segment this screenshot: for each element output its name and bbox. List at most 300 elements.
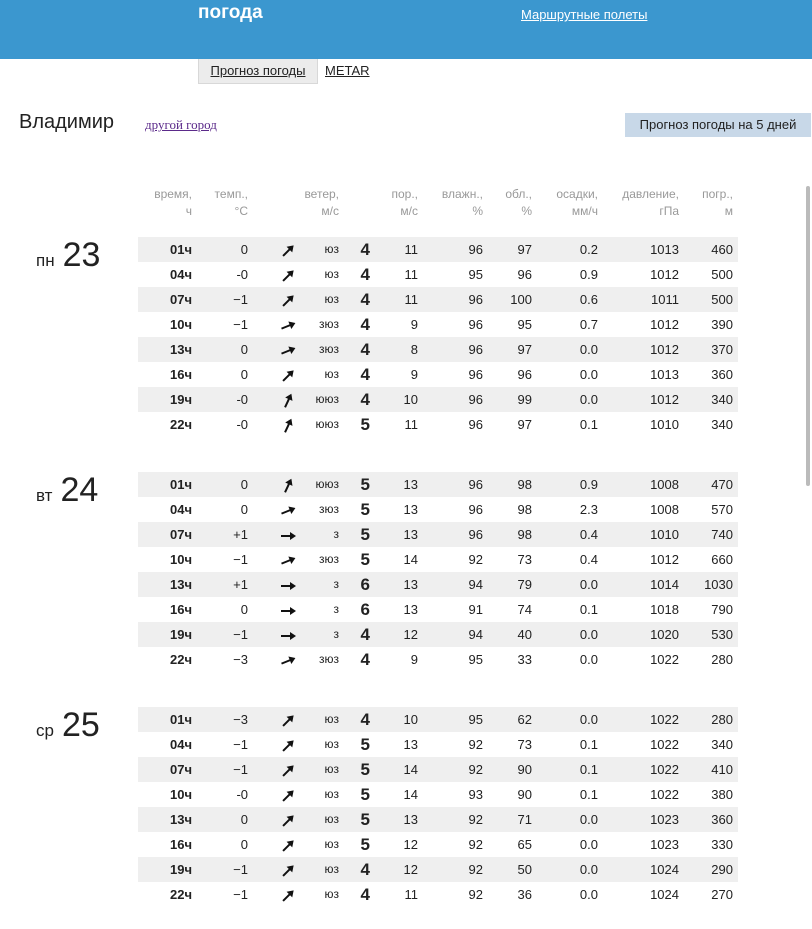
cell-cloud: 100 [510, 292, 532, 307]
cell-temp: −3 [233, 652, 248, 667]
cell-gust: 13 [403, 477, 418, 492]
cell-speed: 4 [360, 650, 370, 669]
cell-speed: 4 [360, 860, 370, 879]
cell-hum: 94 [468, 627, 483, 642]
cell-gust: 13 [403, 577, 418, 592]
cell-temp: −3 [233, 712, 248, 727]
table-row [138, 337, 738, 362]
cell-precip: 0.0 [579, 577, 598, 592]
cell-gust: 8 [410, 342, 418, 357]
cell-cloud: 50 [517, 862, 532, 877]
cell-time: 22ч [169, 417, 192, 432]
cell-err: 280 [711, 652, 733, 667]
table-row [138, 807, 738, 832]
wind-arrow-icon [276, 362, 300, 387]
cell-gust: 11 [404, 292, 418, 307]
cell-err: 280 [711, 712, 733, 727]
cell-time: 10ч [169, 317, 192, 332]
wind-arrow-icon [276, 597, 300, 622]
cell-gust: 9 [410, 652, 418, 667]
cell-speed: 4 [360, 885, 370, 904]
cell-pressure: 1022 [650, 712, 679, 727]
table-row [138, 857, 738, 882]
wind-arrow-icon [276, 572, 300, 597]
day-of-week: ср [36, 721, 54, 740]
cell-err: 790 [711, 602, 733, 617]
cell-cloud: 98 [517, 502, 532, 517]
cell-dir: юз [324, 837, 339, 851]
cell-temp: −1 [233, 317, 248, 332]
cell-pressure: 1023 [650, 837, 679, 852]
cell-temp: 0 [240, 812, 248, 827]
cell-dir: юз [324, 367, 339, 381]
wind-arrow-icon [276, 287, 300, 312]
cell-err: 660 [711, 552, 733, 567]
cell-cloud: 99 [517, 392, 532, 407]
cell-hum: 96 [468, 367, 483, 382]
cell-precip: 0.0 [579, 652, 598, 667]
cell-pressure: 1013 [650, 367, 679, 382]
cell-speed: 5 [360, 785, 370, 804]
wind-arrow-icon [276, 412, 300, 437]
cell-time: 04ч [169, 267, 192, 282]
cell-err: 530 [711, 627, 733, 642]
cell-temp: 0 [240, 502, 248, 517]
cell-gust: 13 [403, 502, 418, 517]
cell-cloud: 73 [517, 552, 532, 567]
cell-temp: -0 [236, 392, 248, 407]
cell-temp: +1 [233, 527, 248, 542]
cell-pressure: 1022 [650, 787, 679, 802]
col-header-time: время, ч [154, 187, 192, 218]
day-label [36, 471, 98, 510]
cell-speed: 4 [360, 290, 370, 309]
cell-temp: −1 [233, 627, 248, 642]
cell-cloud: 98 [517, 527, 532, 542]
table-row [138, 497, 738, 522]
cell-precip: 0.7 [579, 317, 598, 332]
cell-hum: 96 [468, 477, 483, 492]
cell-err: 290 [711, 862, 733, 877]
cell-err: 380 [711, 787, 733, 802]
cell-hum: 92 [468, 812, 483, 827]
cell-dir: з [333, 627, 339, 641]
cell-time: 01ч [169, 242, 192, 257]
table-row [138, 547, 738, 572]
cell-gust: 13 [403, 737, 418, 752]
cell-cloud: 96 [517, 267, 532, 282]
cell-err: 270 [711, 887, 733, 902]
cell-temp: −1 [233, 887, 248, 902]
cell-precip: 0.0 [579, 367, 598, 382]
cell-time: 07ч [169, 527, 192, 542]
table-row [138, 707, 738, 732]
table-row [138, 782, 738, 807]
brand-title: погода [198, 2, 263, 23]
cell-cloud: 90 [517, 787, 532, 802]
cell-gust: 11 [404, 242, 418, 257]
wind-arrow-icon [276, 882, 300, 907]
cell-temp: -0 [236, 267, 248, 282]
cell-precip: 0.4 [579, 527, 598, 542]
wind-arrow-icon [276, 472, 300, 497]
cell-gust: 12 [403, 627, 418, 642]
cell-gust: 11 [404, 417, 418, 432]
cell-time: 22ч [169, 887, 192, 902]
cell-dir: юз [324, 267, 339, 281]
wind-arrow-icon [276, 337, 300, 362]
cell-dir: юз [324, 712, 339, 726]
cell-pressure: 1010 [650, 417, 679, 432]
wind-arrow-icon [276, 857, 300, 882]
day-of-week: вт [36, 486, 53, 505]
cell-precip: 0.1 [579, 787, 598, 802]
cell-speed: 5 [360, 415, 370, 434]
day-of-week: пн [36, 251, 55, 270]
cell-pressure: 1024 [650, 887, 679, 902]
cell-pressure: 1022 [650, 762, 679, 777]
cell-time: 13ч [169, 577, 192, 592]
cell-time: 22ч [169, 652, 192, 667]
cell-err: 360 [711, 367, 733, 382]
cell-precip: 0.2 [579, 242, 598, 257]
cell-precip: 0.9 [579, 267, 598, 282]
table-row [138, 597, 738, 622]
cell-gust: 14 [403, 762, 418, 777]
cell-hum: 96 [468, 392, 483, 407]
cell-hum: 92 [468, 837, 483, 852]
cell-speed: 4 [360, 625, 370, 644]
cell-dir: зюз [318, 502, 339, 516]
cell-precip: 2.3 [579, 502, 598, 517]
cell-precip: 0.0 [579, 887, 598, 902]
cell-hum: 93 [468, 787, 483, 802]
cell-time: 16ч [169, 837, 192, 852]
cell-pressure: 1012 [650, 317, 679, 332]
wind-arrow-icon [276, 782, 300, 807]
cell-speed: 5 [360, 475, 370, 494]
cell-temp: +1 [233, 577, 248, 592]
cell-hum: 96 [468, 417, 483, 432]
cell-err: 360 [711, 812, 733, 827]
cell-dir: зюз [318, 342, 339, 356]
table-row [138, 522, 738, 547]
wind-arrow-icon [276, 387, 300, 412]
cell-dir: юз [324, 762, 339, 776]
cell-err: 330 [711, 837, 733, 852]
cell-precip: 0.0 [579, 812, 598, 827]
cell-gust: 10 [403, 392, 418, 407]
cell-gust: 13 [403, 812, 418, 827]
cell-err: 340 [711, 417, 733, 432]
cell-dir: ююз [315, 392, 339, 406]
table-row [138, 312, 738, 337]
cell-pressure: 1011 [651, 292, 679, 307]
cell-err: 500 [711, 292, 733, 307]
cell-gust: 13 [403, 527, 418, 542]
cell-temp: 0 [240, 242, 248, 257]
cell-gust: 10 [403, 712, 418, 727]
wind-arrow-icon [276, 237, 300, 262]
cell-speed: 4 [360, 340, 370, 359]
cell-precip: 0.1 [579, 737, 598, 752]
table-row [138, 757, 738, 782]
cell-time: 07ч [169, 762, 192, 777]
cell-precip: 0.4 [579, 552, 598, 567]
cell-time: 04ч [169, 737, 192, 752]
cell-gust: 14 [403, 787, 418, 802]
cell-precip: 0.0 [579, 862, 598, 877]
route-flights-link[interactable]: Маршрутные полеты [521, 7, 648, 22]
cell-hum: 92 [468, 862, 483, 877]
cell-speed: 4 [360, 315, 370, 334]
col-header-humidity: влажн., % [441, 187, 483, 218]
cell-cloud: 73 [517, 737, 532, 752]
cell-pressure: 1024 [650, 862, 679, 877]
cell-pressure: 1008 [650, 477, 679, 492]
cell-time: 19ч [169, 627, 192, 642]
cell-cloud: 95 [517, 317, 532, 332]
cell-dir: юз [324, 242, 339, 256]
cell-hum: 92 [468, 887, 483, 902]
cell-dir: юз [324, 887, 339, 901]
cell-dir: зюз [318, 317, 339, 331]
cell-precip: 0.0 [579, 712, 598, 727]
cell-dir: юз [324, 862, 339, 876]
cell-dir: юз [324, 812, 339, 826]
cell-precip: 0.0 [579, 627, 598, 642]
cell-err: 390 [711, 317, 733, 332]
cell-temp: 0 [240, 367, 248, 382]
cell-err: 340 [711, 737, 733, 752]
cell-err: 740 [711, 527, 733, 542]
cell-pressure: 1020 [650, 627, 679, 642]
cell-hum: 95 [468, 712, 483, 727]
cell-time: 01ч [169, 477, 192, 492]
day-date: 24 [60, 471, 99, 509]
cell-precip: 0.0 [579, 837, 598, 852]
tab-forecast[interactable]: Прогноз погоды [198, 59, 318, 84]
cell-temp: 0 [240, 342, 248, 357]
cell-pressure: 1018 [650, 602, 679, 617]
cell-speed: 6 [360, 575, 370, 594]
cell-temp: -0 [236, 417, 248, 432]
cell-dir: з [333, 527, 339, 541]
day-date: 23 [62, 236, 101, 274]
cell-hum: 94 [468, 577, 483, 592]
cell-temp: −1 [233, 862, 248, 877]
cell-hum: 95 [468, 652, 483, 667]
cell-err: 370 [711, 342, 733, 357]
wind-arrow-icon [276, 547, 300, 572]
col-header-cloud: обл., % [505, 187, 532, 218]
cell-time: 16ч [169, 602, 192, 617]
cell-err: 410 [711, 762, 733, 777]
table-row [138, 262, 738, 287]
day-date: 25 [61, 706, 100, 744]
cell-err: 460 [711, 242, 733, 257]
wind-arrow-icon [276, 497, 300, 522]
wind-arrow-icon [276, 262, 300, 287]
cell-speed: 5 [360, 735, 370, 754]
cell-time: 10ч [169, 787, 192, 802]
cell-dir: з [333, 602, 339, 616]
cell-speed: 5 [360, 835, 370, 854]
table-row [138, 882, 738, 907]
cell-time: 19ч [169, 862, 192, 877]
col-header-precip: осадки, мм/ч [556, 187, 598, 218]
wind-arrow-icon [276, 757, 300, 782]
cell-pressure: 1023 [650, 812, 679, 827]
cell-pressure: 1012 [650, 267, 679, 282]
cell-cloud: 33 [517, 652, 532, 667]
cell-pressure: 1010 [650, 527, 679, 542]
cell-time: 19ч [169, 392, 192, 407]
cell-gust: 13 [403, 602, 418, 617]
change-city-link[interactable]: другой город [145, 117, 217, 132]
cell-precip: 0.6 [579, 292, 598, 307]
cell-precip: 0.9 [579, 477, 598, 492]
cell-hum: 96 [468, 317, 483, 332]
top-bar [0, 0, 812, 59]
cell-temp: 0 [240, 837, 248, 852]
cell-speed: 5 [360, 810, 370, 829]
cell-dir: зюз [318, 552, 339, 566]
cell-temp: −1 [233, 737, 248, 752]
cell-hum: 96 [468, 527, 483, 542]
table-row [138, 237, 738, 262]
table-row [138, 412, 738, 437]
wind-arrow-icon [276, 622, 300, 647]
cell-temp: -0 [236, 787, 248, 802]
cell-speed: 5 [360, 550, 370, 569]
cell-precip: 0.0 [579, 342, 598, 357]
table-row [138, 362, 738, 387]
cell-err: 500 [711, 267, 733, 282]
cell-dir: юз [324, 787, 339, 801]
cell-pressure: 1013 [650, 242, 679, 257]
cell-dir: з [333, 577, 339, 591]
scrollbar[interactable] [806, 186, 810, 486]
cell-cloud: 97 [517, 242, 532, 257]
cell-time: 01ч [169, 712, 192, 727]
cell-cloud: 40 [517, 627, 532, 642]
cell-hum: 96 [468, 242, 483, 257]
cell-cloud: 62 [517, 712, 532, 727]
cell-time: 13ч [169, 342, 192, 357]
wind-arrow-icon [276, 312, 300, 337]
cell-speed: 5 [360, 525, 370, 544]
cell-cloud: 79 [517, 577, 532, 592]
cell-dir: зюз [318, 652, 339, 666]
cell-err: 570 [711, 502, 733, 517]
cell-err: 340 [711, 392, 733, 407]
cell-temp: −1 [233, 762, 248, 777]
cell-cloud: 97 [517, 417, 532, 432]
cell-hum: 92 [468, 762, 483, 777]
cell-hum: 91 [468, 602, 483, 617]
cell-gust: 11 [404, 887, 418, 902]
cell-cloud: 97 [517, 342, 532, 357]
cell-err: 470 [711, 477, 733, 492]
cell-precip: 0.1 [579, 602, 598, 617]
cell-temp: 0 [240, 602, 248, 617]
cell-hum: 96 [468, 342, 483, 357]
cell-speed: 4 [360, 390, 370, 409]
cell-speed: 4 [360, 710, 370, 729]
cell-gust: 12 [403, 837, 418, 852]
cell-speed: 4 [360, 365, 370, 384]
five-day-forecast-button[interactable]: Прогноз погоды на 5 дней [625, 113, 811, 137]
cell-gust: 9 [410, 367, 418, 382]
cell-pressure: 1014 [650, 577, 679, 592]
wind-arrow-icon [276, 807, 300, 832]
cell-pressure: 1012 [650, 342, 679, 357]
cell-hum: 95 [468, 267, 483, 282]
cell-gust: 11 [404, 267, 418, 282]
cell-pressure: 1022 [650, 652, 679, 667]
tab-metar[interactable]: METAR [325, 63, 370, 78]
cell-hum: 92 [468, 737, 483, 752]
cell-cloud: 65 [517, 837, 532, 852]
cell-dir: юз [324, 737, 339, 751]
cell-dir: ююз [315, 477, 339, 491]
cell-temp: −1 [233, 292, 248, 307]
cell-cloud: 36 [517, 887, 532, 902]
table-row [138, 647, 738, 672]
cell-time: 13ч [169, 812, 192, 827]
cell-pressure: 1012 [650, 552, 679, 567]
cell-time: 10ч [169, 552, 192, 567]
cell-hum: 92 [468, 552, 483, 567]
table-row [138, 472, 738, 497]
city-name: Владимир [19, 111, 115, 133]
cell-dir: юз [324, 292, 339, 306]
cell-time: 04ч [169, 502, 192, 517]
cell-temp: −1 [233, 552, 248, 567]
table-row [138, 387, 738, 412]
cell-cloud: 71 [517, 812, 532, 827]
table-row [138, 572, 738, 597]
wind-arrow-icon [276, 707, 300, 732]
cell-time: 07ч [169, 292, 192, 307]
cell-gust: 12 [403, 862, 418, 877]
cell-err: 1030 [704, 577, 733, 592]
day-label [36, 236, 100, 275]
cell-speed: 5 [360, 760, 370, 779]
table-row [138, 732, 738, 757]
cell-speed: 4 [360, 265, 370, 284]
col-header-pressure: давление, гПа [622, 187, 679, 218]
col-header-error: погр., м [702, 187, 733, 218]
cell-dir: ююз [315, 417, 339, 431]
cell-cloud: 90 [517, 762, 532, 777]
cell-pressure: 1012 [650, 392, 679, 407]
table-row [138, 832, 738, 857]
cell-precip: 0.1 [579, 417, 598, 432]
cell-gust: 14 [403, 552, 418, 567]
wind-arrow-icon [276, 522, 300, 547]
cell-precip: 0.0 [579, 392, 598, 407]
wind-arrow-icon [276, 647, 300, 672]
cell-temp: 0 [240, 477, 248, 492]
cell-cloud: 96 [517, 367, 532, 382]
cell-time: 16ч [169, 367, 192, 382]
cell-precip: 0.1 [579, 762, 598, 777]
cell-speed: 6 [360, 600, 370, 619]
col-header-gust: пор., м/с [391, 187, 418, 218]
col-header-temp: темп., °C [214, 187, 248, 218]
